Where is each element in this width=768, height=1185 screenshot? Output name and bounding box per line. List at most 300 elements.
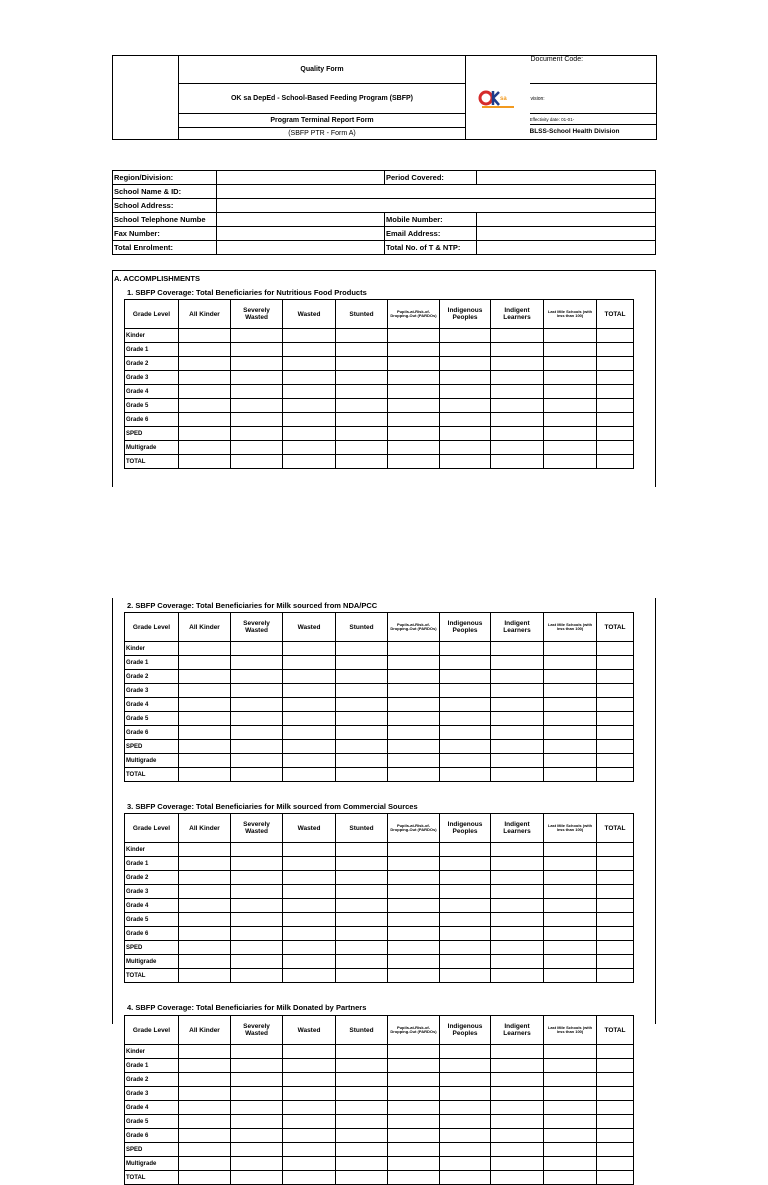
cell-pardos[interactable] [388, 899, 440, 913]
cell-pardos[interactable] [388, 740, 440, 754]
cell-stunted[interactable] [336, 1171, 388, 1185]
cell-wasted[interactable] [283, 969, 336, 983]
cell-wasted[interactable] [283, 1143, 336, 1157]
cell-indigenous-peoples[interactable] [440, 768, 491, 782]
cell-indigent-learners[interactable] [491, 1171, 544, 1185]
cell-all-kinder[interactable] [179, 857, 231, 871]
cell-stunted[interactable] [336, 754, 388, 768]
cell-last-mile-schools[interactable] [544, 455, 597, 469]
cell-indigent-learners[interactable] [491, 427, 544, 441]
cell-indigenous-peoples[interactable] [440, 1073, 491, 1087]
cell-wasted[interactable] [283, 955, 336, 969]
cell-severely-wasted[interactable] [231, 455, 283, 469]
cell-indigent-learners[interactable] [491, 357, 544, 371]
cell-indigent-learners[interactable] [491, 955, 544, 969]
cell-indigent-learners[interactable] [491, 899, 544, 913]
cell-severely-wasted[interactable] [231, 1101, 283, 1115]
cell-last-mile-schools[interactable] [544, 357, 597, 371]
cell-wasted[interactable] [283, 343, 336, 357]
cell-indigent-learners[interactable] [491, 385, 544, 399]
cell-all-kinder[interactable] [179, 642, 231, 656]
cell-all-kinder[interactable] [179, 343, 231, 357]
cell-all-kinder[interactable] [179, 754, 231, 768]
cell-severely-wasted[interactable] [231, 871, 283, 885]
cell-pardos[interactable] [388, 343, 440, 357]
cell-indigent-learners[interactable] [491, 371, 544, 385]
cell-indigent-learners[interactable] [491, 698, 544, 712]
cell-indigent-learners[interactable] [491, 455, 544, 469]
cell-pardos[interactable] [388, 1157, 440, 1171]
cell-indigent-learners[interactable] [491, 712, 544, 726]
cell-wasted[interactable] [283, 1045, 336, 1059]
cell-indigenous-peoples[interactable] [440, 670, 491, 684]
cell-last-mile-schools[interactable] [544, 427, 597, 441]
cell-pardos[interactable] [388, 969, 440, 983]
cell-total[interactable] [597, 371, 634, 385]
cell-total[interactable] [597, 1087, 634, 1101]
cell-severely-wasted[interactable] [231, 754, 283, 768]
cell-total[interactable] [597, 698, 634, 712]
cell-severely-wasted[interactable] [231, 885, 283, 899]
cell-stunted[interactable] [336, 913, 388, 927]
cell-wasted[interactable] [283, 857, 336, 871]
cell-pardos[interactable] [388, 871, 440, 885]
cell-all-kinder[interactable] [179, 955, 231, 969]
cell-pardos[interactable] [388, 712, 440, 726]
cell-last-mile-schools[interactable] [544, 399, 597, 413]
cell-indigenous-peoples[interactable] [440, 656, 491, 670]
cell-last-mile-schools[interactable] [544, 1087, 597, 1101]
cell-last-mile-schools[interactable] [544, 656, 597, 670]
cell-pardos[interactable] [388, 726, 440, 740]
cell-all-kinder[interactable] [179, 1143, 231, 1157]
cell-total[interactable] [597, 455, 634, 469]
cell-all-kinder[interactable] [179, 455, 231, 469]
cell-pardos[interactable] [388, 843, 440, 857]
cell-stunted[interactable] [336, 1157, 388, 1171]
cell-wasted[interactable] [283, 1171, 336, 1185]
cell-wasted[interactable] [283, 726, 336, 740]
cell-severely-wasted[interactable] [231, 329, 283, 343]
cell-severely-wasted[interactable] [231, 768, 283, 782]
cell-all-kinder[interactable] [179, 357, 231, 371]
cell-pardos[interactable] [388, 1171, 440, 1185]
cell-wasted[interactable] [283, 1101, 336, 1115]
cell-last-mile-schools[interactable] [544, 1045, 597, 1059]
cell-pardos[interactable] [388, 670, 440, 684]
cell-wasted[interactable] [283, 329, 336, 343]
cell-indigent-learners[interactable] [491, 343, 544, 357]
cell-indigenous-peoples[interactable] [440, 343, 491, 357]
cell-stunted[interactable] [336, 329, 388, 343]
cell-severely-wasted[interactable] [231, 941, 283, 955]
cell-pardos[interactable] [388, 357, 440, 371]
cell-indigent-learners[interactable] [491, 740, 544, 754]
cell-pardos[interactable] [388, 1101, 440, 1115]
cell-all-kinder[interactable] [179, 1045, 231, 1059]
cell-stunted[interactable] [336, 927, 388, 941]
cell-indigenous-peoples[interactable] [440, 385, 491, 399]
cell-stunted[interactable] [336, 385, 388, 399]
cell-pardos[interactable] [388, 413, 440, 427]
school-telephone-value[interactable] [217, 213, 385, 227]
cell-last-mile-schools[interactable] [544, 1171, 597, 1185]
cell-total[interactable] [597, 913, 634, 927]
cell-indigent-learners[interactable] [491, 399, 544, 413]
cell-pardos[interactable] [388, 1087, 440, 1101]
cell-indigenous-peoples[interactable] [440, 1045, 491, 1059]
cell-total[interactable] [597, 441, 634, 455]
cell-stunted[interactable] [336, 857, 388, 871]
cell-total[interactable] [597, 427, 634, 441]
cell-severely-wasted[interactable] [231, 740, 283, 754]
cell-wasted[interactable] [283, 871, 336, 885]
cell-severely-wasted[interactable] [231, 642, 283, 656]
cell-all-kinder[interactable] [179, 843, 231, 857]
school-name-value[interactable] [217, 185, 656, 199]
cell-all-kinder[interactable] [179, 1157, 231, 1171]
cell-wasted[interactable] [283, 684, 336, 698]
cell-indigenous-peoples[interactable] [440, 455, 491, 469]
cell-severely-wasted[interactable] [231, 343, 283, 357]
cell-indigenous-peoples[interactable] [440, 1059, 491, 1073]
total-enrolment-value[interactable] [217, 241, 385, 255]
cell-indigenous-peoples[interactable] [440, 726, 491, 740]
cell-indigent-learners[interactable] [491, 329, 544, 343]
cell-last-mile-schools[interactable] [544, 698, 597, 712]
cell-last-mile-schools[interactable] [544, 413, 597, 427]
cell-total[interactable] [597, 885, 634, 899]
cell-all-kinder[interactable] [179, 1073, 231, 1087]
cell-wasted[interactable] [283, 768, 336, 782]
cell-last-mile-schools[interactable] [544, 329, 597, 343]
cell-indigent-learners[interactable] [491, 871, 544, 885]
cell-pardos[interactable] [388, 1143, 440, 1157]
cell-wasted[interactable] [283, 455, 336, 469]
cell-stunted[interactable] [336, 1073, 388, 1087]
cell-total[interactable] [597, 343, 634, 357]
cell-wasted[interactable] [283, 913, 336, 927]
cell-wasted[interactable] [283, 740, 336, 754]
cell-stunted[interactable] [336, 413, 388, 427]
cell-severely-wasted[interactable] [231, 1087, 283, 1101]
cell-indigenous-peoples[interactable] [440, 857, 491, 871]
cell-total[interactable] [597, 670, 634, 684]
cell-total[interactable] [597, 754, 634, 768]
cell-total[interactable] [597, 927, 634, 941]
cell-all-kinder[interactable] [179, 656, 231, 670]
cell-wasted[interactable] [283, 698, 336, 712]
cell-stunted[interactable] [336, 642, 388, 656]
cell-total[interactable] [597, 385, 634, 399]
cell-severely-wasted[interactable] [231, 1115, 283, 1129]
cell-all-kinder[interactable] [179, 712, 231, 726]
cell-indigenous-peoples[interactable] [440, 754, 491, 768]
cell-total[interactable] [597, 656, 634, 670]
cell-wasted[interactable] [283, 441, 336, 455]
cell-all-kinder[interactable] [179, 441, 231, 455]
cell-indigenous-peoples[interactable] [440, 843, 491, 857]
cell-severely-wasted[interactable] [231, 843, 283, 857]
cell-stunted[interactable] [336, 343, 388, 357]
cell-total[interactable] [597, 857, 634, 871]
cell-stunted[interactable] [336, 399, 388, 413]
cell-indigent-learners[interactable] [491, 1059, 544, 1073]
cell-severely-wasted[interactable] [231, 385, 283, 399]
cell-all-kinder[interactable] [179, 913, 231, 927]
cell-indigent-learners[interactable] [491, 768, 544, 782]
cell-stunted[interactable] [336, 1143, 388, 1157]
cell-wasted[interactable] [283, 1115, 336, 1129]
cell-indigent-learners[interactable] [491, 1115, 544, 1129]
cell-last-mile-schools[interactable] [544, 899, 597, 913]
cell-last-mile-schools[interactable] [544, 371, 597, 385]
cell-pardos[interactable] [388, 927, 440, 941]
cell-total[interactable] [597, 843, 634, 857]
cell-severely-wasted[interactable] [231, 441, 283, 455]
cell-stunted[interactable] [336, 885, 388, 899]
cell-last-mile-schools[interactable] [544, 955, 597, 969]
cell-indigenous-peoples[interactable] [440, 871, 491, 885]
cell-pardos[interactable] [388, 754, 440, 768]
cell-last-mile-schools[interactable] [544, 969, 597, 983]
cell-all-kinder[interactable] [179, 427, 231, 441]
cell-all-kinder[interactable] [179, 1129, 231, 1143]
cell-indigenous-peoples[interactable] [440, 1157, 491, 1171]
cell-all-kinder[interactable] [179, 885, 231, 899]
cell-stunted[interactable] [336, 1087, 388, 1101]
cell-pardos[interactable] [388, 656, 440, 670]
cell-indigent-learners[interactable] [491, 670, 544, 684]
cell-stunted[interactable] [336, 670, 388, 684]
cell-last-mile-schools[interactable] [544, 941, 597, 955]
cell-last-mile-schools[interactable] [544, 670, 597, 684]
cell-all-kinder[interactable] [179, 413, 231, 427]
cell-severely-wasted[interactable] [231, 1171, 283, 1185]
cell-pardos[interactable] [388, 885, 440, 899]
cell-severely-wasted[interactable] [231, 726, 283, 740]
cell-stunted[interactable] [336, 371, 388, 385]
cell-wasted[interactable] [283, 1157, 336, 1171]
cell-all-kinder[interactable] [179, 871, 231, 885]
cell-severely-wasted[interactable] [231, 670, 283, 684]
cell-wasted[interactable] [283, 754, 336, 768]
cell-last-mile-schools[interactable] [544, 684, 597, 698]
cell-total[interactable] [597, 955, 634, 969]
cell-wasted[interactable] [283, 413, 336, 427]
cell-last-mile-schools[interactable] [544, 768, 597, 782]
cell-last-mile-schools[interactable] [544, 913, 597, 927]
cell-all-kinder[interactable] [179, 740, 231, 754]
cell-severely-wasted[interactable] [231, 684, 283, 698]
cell-total[interactable] [597, 1059, 634, 1073]
school-address-value[interactable] [217, 199, 656, 213]
cell-stunted[interactable] [336, 1045, 388, 1059]
cell-pardos[interactable] [388, 1073, 440, 1087]
cell-total[interactable] [597, 642, 634, 656]
cell-all-kinder[interactable] [179, 385, 231, 399]
cell-indigenous-peoples[interactable] [440, 427, 491, 441]
cell-total[interactable] [597, 899, 634, 913]
cell-severely-wasted[interactable] [231, 427, 283, 441]
cell-total[interactable] [597, 1143, 634, 1157]
cell-indigenous-peoples[interactable] [440, 913, 491, 927]
cell-indigent-learners[interactable] [491, 1143, 544, 1157]
cell-all-kinder[interactable] [179, 684, 231, 698]
cell-indigenous-peoples[interactable] [440, 712, 491, 726]
cell-pardos[interactable] [388, 955, 440, 969]
cell-stunted[interactable] [336, 871, 388, 885]
cell-wasted[interactable] [283, 427, 336, 441]
cell-last-mile-schools[interactable] [544, 1073, 597, 1087]
cell-indigenous-peoples[interactable] [440, 899, 491, 913]
email-address-value[interactable] [477, 227, 656, 241]
cell-pardos[interactable] [388, 857, 440, 871]
cell-total[interactable] [597, 1045, 634, 1059]
cell-stunted[interactable] [336, 656, 388, 670]
cell-severely-wasted[interactable] [231, 1157, 283, 1171]
cell-pardos[interactable] [388, 913, 440, 927]
cell-indigent-learners[interactable] [491, 726, 544, 740]
cell-indigent-learners[interactable] [491, 642, 544, 656]
cell-stunted[interactable] [336, 955, 388, 969]
cell-last-mile-schools[interactable] [544, 927, 597, 941]
period-covered-value[interactable] [477, 171, 656, 185]
cell-all-kinder[interactable] [179, 1087, 231, 1101]
cell-last-mile-schools[interactable] [544, 343, 597, 357]
cell-wasted[interactable] [283, 885, 336, 899]
cell-severely-wasted[interactable] [231, 927, 283, 941]
cell-pardos[interactable] [388, 427, 440, 441]
cell-total[interactable] [597, 768, 634, 782]
cell-stunted[interactable] [336, 427, 388, 441]
cell-indigent-learners[interactable] [491, 656, 544, 670]
cell-indigent-learners[interactable] [491, 843, 544, 857]
cell-indigenous-peoples[interactable] [440, 329, 491, 343]
cell-stunted[interactable] [336, 1101, 388, 1115]
cell-indigenous-peoples[interactable] [440, 1129, 491, 1143]
cell-wasted[interactable] [283, 941, 336, 955]
cell-indigent-learners[interactable] [491, 969, 544, 983]
cell-pardos[interactable] [388, 684, 440, 698]
cell-severely-wasted[interactable] [231, 399, 283, 413]
cell-pardos[interactable] [388, 1045, 440, 1059]
cell-all-kinder[interactable] [179, 927, 231, 941]
cell-last-mile-schools[interactable] [544, 441, 597, 455]
cell-severely-wasted[interactable] [231, 413, 283, 427]
cell-last-mile-schools[interactable] [544, 642, 597, 656]
cell-pardos[interactable] [388, 698, 440, 712]
cell-severely-wasted[interactable] [231, 913, 283, 927]
cell-total[interactable] [597, 329, 634, 343]
cell-pardos[interactable] [388, 329, 440, 343]
cell-indigenous-peoples[interactable] [440, 885, 491, 899]
cell-last-mile-schools[interactable] [544, 1059, 597, 1073]
cell-last-mile-schools[interactable] [544, 885, 597, 899]
cell-total[interactable] [597, 969, 634, 983]
cell-pardos[interactable] [388, 441, 440, 455]
cell-severely-wasted[interactable] [231, 656, 283, 670]
cell-severely-wasted[interactable] [231, 1059, 283, 1073]
cell-indigenous-peoples[interactable] [440, 357, 491, 371]
cell-total[interactable] [597, 712, 634, 726]
cell-indigenous-peoples[interactable] [440, 413, 491, 427]
cell-total[interactable] [597, 413, 634, 427]
cell-stunted[interactable] [336, 441, 388, 455]
cell-wasted[interactable] [283, 670, 336, 684]
cell-stunted[interactable] [336, 684, 388, 698]
cell-stunted[interactable] [336, 843, 388, 857]
cell-severely-wasted[interactable] [231, 371, 283, 385]
cell-all-kinder[interactable] [179, 899, 231, 913]
cell-indigenous-peoples[interactable] [440, 1087, 491, 1101]
cell-indigenous-peoples[interactable] [440, 941, 491, 955]
cell-indigent-learners[interactable] [491, 913, 544, 927]
cell-last-mile-schools[interactable] [544, 740, 597, 754]
cell-last-mile-schools[interactable] [544, 843, 597, 857]
cell-all-kinder[interactable] [179, 726, 231, 740]
cell-wasted[interactable] [283, 642, 336, 656]
cell-all-kinder[interactable] [179, 1171, 231, 1185]
cell-wasted[interactable] [283, 1087, 336, 1101]
cell-severely-wasted[interactable] [231, 698, 283, 712]
cell-total[interactable] [597, 1115, 634, 1129]
cell-last-mile-schools[interactable] [544, 1101, 597, 1115]
cell-pardos[interactable] [388, 455, 440, 469]
cell-severely-wasted[interactable] [231, 1129, 283, 1143]
cell-indigenous-peoples[interactable] [440, 441, 491, 455]
cell-all-kinder[interactable] [179, 329, 231, 343]
cell-total[interactable] [597, 1157, 634, 1171]
cell-indigenous-peoples[interactable] [440, 371, 491, 385]
cell-last-mile-schools[interactable] [544, 857, 597, 871]
cell-pardos[interactable] [388, 371, 440, 385]
cell-stunted[interactable] [336, 768, 388, 782]
cell-last-mile-schools[interactable] [544, 1129, 597, 1143]
cell-indigent-learners[interactable] [491, 1045, 544, 1059]
total-t-ntp-value[interactable] [477, 241, 656, 255]
cell-total[interactable] [597, 1171, 634, 1185]
cell-all-kinder[interactable] [179, 1059, 231, 1073]
cell-last-mile-schools[interactable] [544, 726, 597, 740]
cell-last-mile-schools[interactable] [544, 385, 597, 399]
cell-wasted[interactable] [283, 1073, 336, 1087]
cell-stunted[interactable] [336, 740, 388, 754]
cell-stunted[interactable] [336, 941, 388, 955]
cell-wasted[interactable] [283, 656, 336, 670]
cell-stunted[interactable] [336, 726, 388, 740]
cell-pardos[interactable] [388, 399, 440, 413]
cell-wasted[interactable] [283, 357, 336, 371]
cell-all-kinder[interactable] [179, 768, 231, 782]
cell-total[interactable] [597, 1073, 634, 1087]
cell-severely-wasted[interactable] [231, 712, 283, 726]
cell-all-kinder[interactable] [179, 941, 231, 955]
cell-indigenous-peoples[interactable] [440, 642, 491, 656]
cell-indigent-learners[interactable] [491, 684, 544, 698]
cell-wasted[interactable] [283, 1129, 336, 1143]
cell-total[interactable] [597, 1129, 634, 1143]
cell-all-kinder[interactable] [179, 371, 231, 385]
cell-stunted[interactable] [336, 1059, 388, 1073]
cell-all-kinder[interactable] [179, 399, 231, 413]
cell-pardos[interactable] [388, 768, 440, 782]
cell-all-kinder[interactable] [179, 698, 231, 712]
cell-all-kinder[interactable] [179, 1115, 231, 1129]
cell-stunted[interactable] [336, 1115, 388, 1129]
cell-stunted[interactable] [336, 1129, 388, 1143]
cell-severely-wasted[interactable] [231, 357, 283, 371]
